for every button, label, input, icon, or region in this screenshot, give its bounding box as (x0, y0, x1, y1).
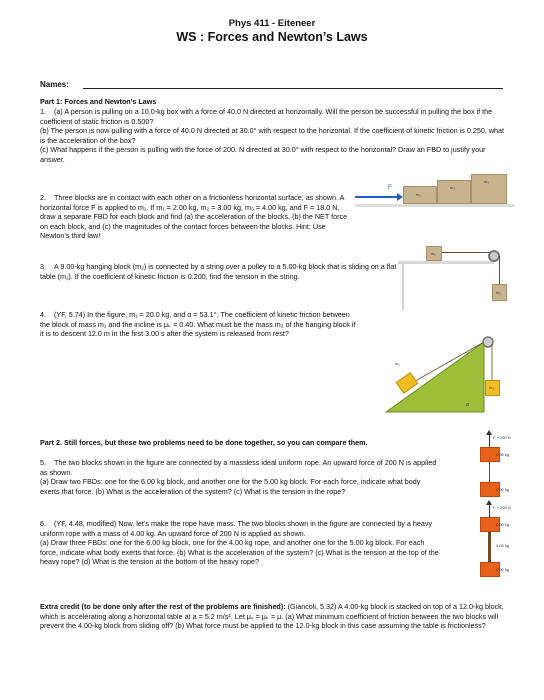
block-bottom-label: 5.00 kg (496, 567, 510, 572)
block-m1-label: m₁ (416, 192, 421, 197)
problem-3-text: A 9.00-kg hanging block (m₂) is connected by a string over a pulley to a 5.00-kg block that is sliding on a flat table (m₁). If the coefficient of kinetic friction is 0.200, find the tension in the string. (40, 262, 397, 281)
rope (489, 462, 490, 482)
force-arrow-shaft (355, 196, 400, 198)
problem-6a: (a) Draw three FBDs: one for the 6.00 kg block, one for the 4.00 kg rope, and another one for the 5.00 kg block. For each force, indicate what body exerts that force. (b) What is the acceleration of the system? (c) What is the tension at the top of the heavy rope? (d) What is the tension at the bottom of the heavy rope? (40, 538, 439, 567)
problem-6-number: 6. (40, 519, 46, 528)
force-arrow-head (486, 430, 492, 435)
problem-1-number: 1. (40, 107, 46, 116)
incline-graphic (384, 328, 504, 416)
block-m2-label: m₂ (450, 185, 455, 190)
block-m2-label: m₂ (496, 290, 501, 295)
problem-5 (40, 458, 440, 496)
figure-pulley-table (398, 238, 504, 312)
block-m2 (492, 284, 507, 301)
block-bottom-label: 5.00 kg (496, 487, 510, 492)
block-m2 (485, 380, 500, 396)
problem-5-number: 5. (40, 458, 46, 467)
force-arrow (489, 433, 490, 447)
block-m3-label: m₃ (484, 179, 489, 184)
names-line (83, 88, 503, 89)
extra-credit-text: (Giancoli, 5.32) A 4.00-kg block is stacked on top of a 12.0-kg block, which is accelerating along a horizontal table at a = 5.2 m/s². Let μₛ = μₖ = μ. (a) What minimum coefficient of friction between the two blocks will prevent the 4.00-kg block from sliding off? (b) What force must be applied to the 12.0-kg block in this case assuming the table is frictionless? (40, 602, 504, 631)
block-m2 (437, 180, 471, 204)
string (442, 252, 492, 253)
string-vertical (499, 256, 500, 284)
force-label: F = 200 N (493, 505, 511, 510)
part1-heading: Part 1: Forces and Newton’s Laws (40, 97, 157, 106)
extra-credit (40, 602, 506, 631)
problem-5-text: The two blocks shown in the figure are connected by a massless ideal uniform rope. An upward force of 200 N is applied as shown. (40, 458, 437, 477)
figure-heavy-rope (474, 500, 514, 582)
names-label: Names: (40, 80, 69, 89)
problem-4-number: 4. (40, 310, 46, 319)
block-top-label: 6.00 kg (496, 522, 510, 527)
problem-2-text: Three blocks are in contact with each other on a frictionless horizontal surface, as shown. A horizontal force F is applied to m₁. If m₁ = 2.00 kg, m₂ = 3.00 kg, m₃ = 4.00 kg, and F = 18.0 N, draw a separate FBD for each block and find (a) the acceleration of the blocks, (b) the NET force on each block, and (c) the magnitudes of the contact forces between the blocks. Hint: Use Newton’s third law! (40, 193, 348, 241)
block-m3 (471, 174, 507, 204)
block-m1 (403, 186, 437, 204)
block-m2-label: m₂ (489, 385, 494, 390)
problem-4-text: (YF, 5.74) In the figure, m₁ = 20.0 kg, and α = 53.1°. The coefficient of kinetic friction between the block of mass m₁ and the incline is μₖ = 0.40. What must be the mass m₂ of the hanging block if it is to descent 12.0 m in the first 3.00 s after the system is released from rest? (40, 310, 356, 339)
rope-label: 4.00 kg (496, 543, 510, 548)
force-arrow-head (486, 500, 492, 505)
problem-2 (40, 193, 352, 241)
block-top-label: 6.00 kg (496, 452, 510, 457)
table-leg (402, 264, 404, 310)
part2-heading: Part 2. Still forces, but these two problems need to be done together, so you can compare them. (40, 438, 368, 447)
force-label: F (388, 185, 392, 191)
course-title: Phys 411 - Eiteneer (228, 18, 316, 29)
problem-1b: (b) The person is now pulling with a force of 40.0 N directed at 30.0° with respect to the horizontal. If the coefficient of kinetic friction is 0.250, what is the acceleration of the box? (40, 126, 505, 145)
force-arrow (489, 503, 490, 517)
problem-1a: (a) A person is pulling on a 10.0-kg box with a force of 40.0 N directed at horizontally. Will the person be successful in pulling the box if the coefficient of static friction is 0.500? (40, 107, 493, 126)
problem-3-number: 3. (40, 262, 46, 271)
problem-1 (40, 107, 506, 165)
problem-4 (40, 310, 360, 339)
figure-two-blocks (474, 430, 514, 500)
problem-1c: (c) What happens if the person is pulling with the force of 200. N directed at 30.0° with respect to the horizontal? Draw an FBD to justify your answer. (40, 145, 486, 164)
problem-2-number: 2. (40, 193, 46, 202)
block-m1-label: m₁ (395, 361, 400, 366)
worksheet-title: WS : Forces and Newton’s Laws (176, 30, 368, 44)
table-top (398, 261, 494, 264)
frictionless-surface (355, 204, 515, 207)
problem-6 (40, 519, 440, 567)
problem-6-text: (YF, 4.48, modified) Now, let’s make the rope have mass. The two blocks shown in the figure are connected by a heavy uniform rope with a mass of 4.00 kg. An upward force of 200 N is applied as shown. (40, 519, 433, 538)
problem-3 (40, 262, 408, 281)
problem-5a: (a) Draw two FBDs: one for the 6.00 kg block, and another one for the 5.00 kg block. For each force, indicate what body exerts that force. (b) What is the acceleration of the system? (c) What is the tension in the rope? (40, 477, 421, 496)
angle-label: α (466, 402, 469, 408)
block-m1 (426, 246, 442, 261)
figure-incline (384, 328, 504, 416)
figure-three-blocks (355, 178, 515, 212)
heavy-rope (488, 532, 491, 562)
extra-credit-lead: Extra credit (to be done only after the rest of the problems are finished): (40, 602, 286, 611)
block-m1-label: m₁ (431, 251, 436, 256)
force-label: F = 200 N (493, 435, 511, 440)
